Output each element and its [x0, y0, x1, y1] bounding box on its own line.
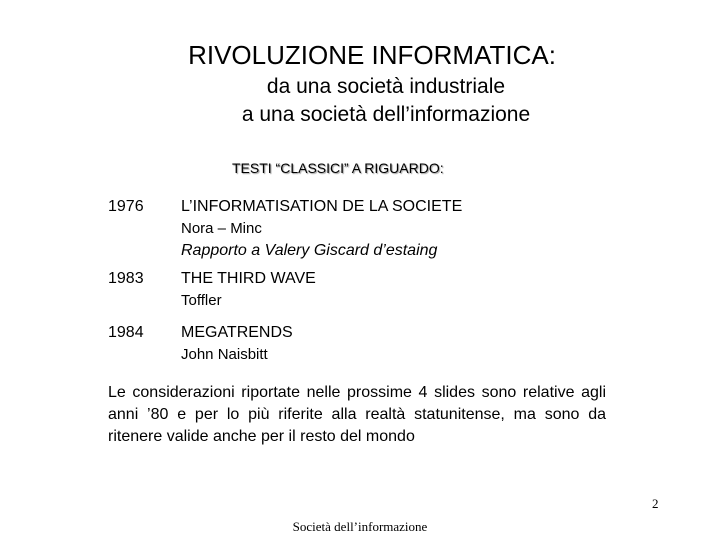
entry-details [181, 196, 462, 262]
entry-title: THE THIRD WAVE [181, 270, 316, 287]
entry-details [181, 268, 316, 312]
page-number: 2 [652, 496, 659, 511]
entry-authors: Nora – Minc [181, 220, 262, 237]
entry-title: MEGATRENDS [181, 324, 293, 341]
entry-year: 1984 [108, 324, 144, 341]
slide-title: RIVOLUZIONE INFORMATICA: [188, 40, 556, 70]
entry-year: 1976 [108, 198, 144, 215]
entry-note: Rapporto a Valery Giscard d’estaing [181, 242, 438, 259]
entry-details [181, 322, 293, 366]
slide-subtitle-line-2: a una società dell’informazione [241, 103, 531, 126]
entry-authors: John Naisbitt [181, 346, 268, 363]
slide-subtitle-line-1: da una società industriale [266, 75, 506, 98]
footer-label: Società dell’informazione [292, 519, 428, 534]
entry-year: 1983 [108, 270, 144, 287]
body-paragraph: Le considerazioni riportate nelle prossime 4 slides sono relative agli anni ’80 e per lo più riferite alla realtà statunitense, ma sono da ritenere valide anche per il resto del mondo [108, 384, 606, 445]
entry-authors: Toffler [181, 292, 222, 309]
footer-text [0, 519, 720, 535]
section-heading: TESTI “CLASSICI” A RIGUARDO: [232, 160, 444, 176]
entry-title: L’INFORMATISATION DE LA SOCIETE [181, 198, 463, 215]
